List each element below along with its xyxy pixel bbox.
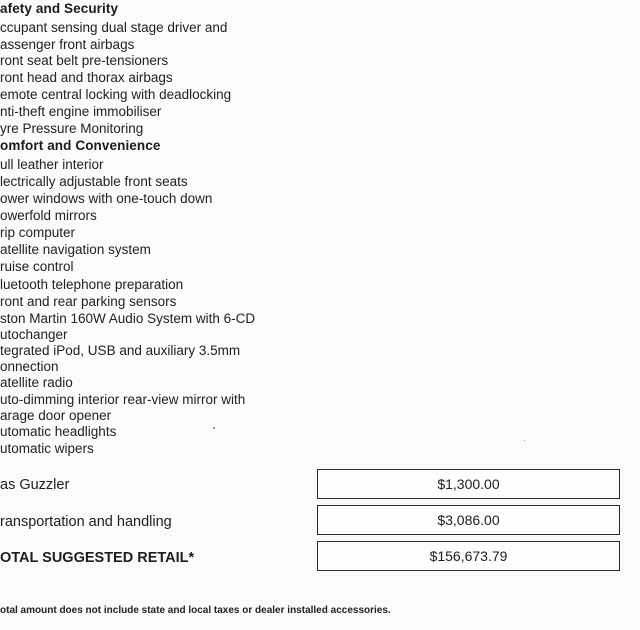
list-item: ront seat belt pre-tensioners [0,53,169,68]
list-item: arage door opener [0,408,112,423]
list-item: atellite radio [0,375,73,390]
gas-guzzler-value: $1,300.00 [437,476,500,492]
list-item: lectrically adjustable front seats [0,174,188,189]
list-item: utomatic headlights [0,424,117,439]
list-item: tegrated iPod, USB and auxiliary 3.5mm [0,343,241,358]
list-item: ront head and thorax airbags [0,70,173,85]
transportation-label: ransportation and handling [0,514,172,530]
list-item: utochanger [0,327,68,342]
list-item: ront and rear parking sensors [0,294,177,309]
gas-guzzler-label: as Guzzler [0,477,70,493]
list-item: emote central locking with deadlocking [0,87,232,102]
list-item: nti-theft engine immobiliser [0,104,162,119]
gas-guzzler-value-box [317,469,620,499]
list-item: utomatic wipers [0,441,94,456]
list-item: uto-dimming interior rear-view mirror with [0,392,246,407]
list-item: ull leather interior [0,157,104,172]
list-item: ccupant sensing dual stage driver and [0,20,228,35]
list-item: atellite navigation system [0,242,151,257]
comfort-heading: omfort and Convenience [0,138,161,153]
list-item: yre Pressure Monitoring [0,121,144,136]
total-retail-value: $156,673.79 [429,548,508,564]
list-item: owerfold mirrors [0,208,97,223]
scan-speck [213,427,215,429]
footnote: otal amount does not include state and local taxes or dealer installed accessories. [0,605,391,616]
total-retail-label: OTAL SUGGESTED RETAIL* [0,550,195,566]
transportation-value-box [317,505,620,535]
list-item: ruise control [0,259,74,274]
list-item: rip computer [0,225,76,240]
scan-speck [524,440,525,441]
list-item: assenger front airbags [0,37,135,52]
total-retail-value-box [317,541,620,571]
safety-heading: afety and Security [0,1,119,16]
list-item: ston Martin 160W Audio System with 6-CD [0,311,256,326]
list-item: ower windows with one-touch down [0,191,213,206]
list-item: luetooth telephone preparation [0,277,184,292]
list-item: onnection [0,359,59,374]
transportation-value: $3,086.00 [437,512,500,528]
